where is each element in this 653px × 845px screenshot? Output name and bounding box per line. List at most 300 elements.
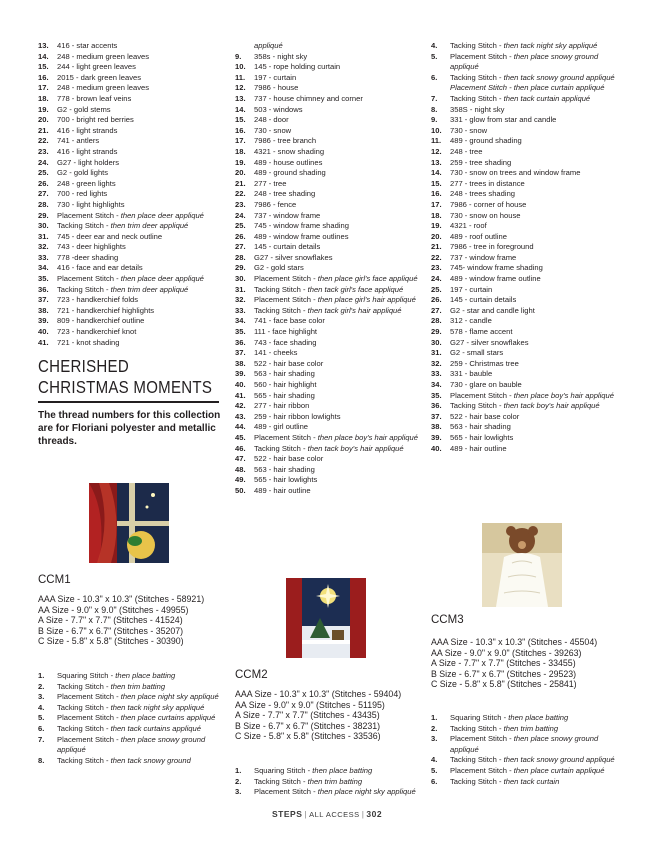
- item-number: 39.: [38, 316, 49, 326]
- item-number: 32.: [431, 358, 442, 368]
- item-number: 27.: [235, 242, 246, 252]
- item-text: 416 - star accents: [57, 41, 118, 50]
- item-number: 10.: [431, 125, 442, 135]
- item-number: 1.: [38, 671, 45, 680]
- item-number: 11.: [235, 72, 246, 82]
- item-text: 723 - handkerchief folds: [57, 295, 139, 305]
- item-number: 46.: [235, 443, 246, 453]
- item-number: 19.: [431, 221, 442, 231]
- size-line: A Size - 7.7" x 7.7" (Stitches - 43435): [235, 710, 380, 720]
- item-number: 20.: [235, 168, 246, 178]
- item-number: 49.: [235, 475, 246, 485]
- item-text: 737 - window frame: [450, 252, 517, 262]
- list-item: [235, 486, 420, 497]
- item-text: 248 - medium green leaves: [57, 83, 150, 93]
- item-number: 25.: [431, 284, 442, 294]
- list-item: [38, 200, 218, 211]
- item-number: 3.: [38, 692, 45, 702]
- item-text: 248 - medium green leaves: [57, 51, 150, 61]
- item-number: 38.: [431, 422, 442, 432]
- item-number: 3.: [235, 787, 242, 797]
- list-item: [431, 295, 616, 306]
- collection-title: [38, 356, 212, 398]
- item-text: 244 - light green leaves: [57, 62, 136, 72]
- item-number: 18.: [38, 93, 49, 103]
- list-item: [38, 168, 218, 179]
- list-item: [431, 433, 616, 444]
- item-text: 248 - tree shading: [254, 189, 316, 199]
- item-number: 48.: [235, 464, 246, 474]
- list-item: [431, 274, 616, 285]
- item-text: 489 - window frame outline: [450, 274, 541, 284]
- item-text: Tacking Stitch - then tack snowy ground appliqué Placement Stitch - then place curtain appliqué: [450, 72, 615, 93]
- item-number: 34.: [431, 380, 442, 389]
- item-number: 15.: [38, 62, 49, 72]
- list-item: [38, 94, 218, 105]
- item-text: 145 - curtain details: [450, 295, 517, 305]
- list-item: [235, 115, 420, 126]
- item-number: 34.: [38, 263, 49, 273]
- footer-brand: STEPS: [272, 809, 303, 819]
- item-text: 416 - light strands: [57, 146, 118, 156]
- item-text: 730 - snow: [450, 125, 488, 135]
- list-item: [38, 41, 218, 52]
- item-number: 6.: [431, 72, 438, 82]
- list-item: [235, 126, 420, 137]
- list-item: [235, 211, 420, 222]
- list-item: [38, 52, 218, 63]
- ccm3-steps: [431, 713, 616, 787]
- item-number: 3.: [431, 734, 438, 744]
- item-text: 503 - windows: [254, 104, 303, 114]
- item-text: 111 - face highlight: [254, 327, 318, 337]
- list-item: [235, 168, 420, 179]
- item-text: 489 - window frame outlines: [254, 231, 349, 241]
- item-text: 259 - hair ribbon lowlights: [254, 411, 341, 421]
- item-text: Tacking Stitch - then tack curtain: [450, 776, 560, 786]
- item-text: 730 - light highlights: [57, 199, 125, 209]
- list-item: [431, 211, 616, 222]
- list-item: [235, 221, 420, 232]
- item-number: 18.: [431, 210, 442, 220]
- item-number: 40.: [38, 327, 49, 337]
- item-text: 7986 - corner of house: [450, 199, 527, 209]
- item-text: 248 - green lights: [57, 178, 116, 188]
- list-item: [431, 713, 616, 724]
- item-text: 489 - hair outline: [254, 485, 311, 495]
- list-item: [235, 274, 420, 285]
- item-number: 24.: [235, 210, 246, 220]
- list-item: [38, 126, 218, 137]
- size-line: AAA Size - 10.3" x 10.3" (Stitches - 59404): [235, 689, 402, 699]
- item-number: 29.: [38, 210, 49, 220]
- item-number: 34.: [235, 316, 246, 326]
- list-item: [431, 189, 616, 200]
- item-number: 11.: [431, 136, 442, 146]
- item-number: 16.: [38, 72, 49, 82]
- item-number: 42.: [235, 401, 246, 411]
- list-item: [235, 105, 420, 116]
- item-text: Tacking Stitch - then trim batting: [450, 723, 559, 733]
- list-item: [235, 179, 420, 190]
- item-number: 16.: [235, 125, 246, 135]
- list-item: [431, 444, 616, 455]
- list-item: [38, 136, 218, 147]
- item-number: 10.: [235, 62, 246, 72]
- list-item: [431, 348, 616, 359]
- item-text: 778 -deer shading: [57, 252, 119, 262]
- item-number: 40.: [235, 380, 246, 389]
- item-text: 277 - hair ribbon: [254, 401, 310, 411]
- list-item: [431, 755, 616, 766]
- ccm3-thumbnail: [482, 523, 562, 607]
- list-item: [235, 444, 420, 455]
- item-number: 6.: [38, 723, 45, 733]
- item-text: 522 - hair base color: [254, 358, 324, 368]
- item-text: 416 - light strands: [57, 125, 118, 135]
- list-item: [431, 253, 616, 264]
- size-line: B Size - 6.7" x 6.7" (Stitches - 38231): [235, 720, 381, 731]
- list-item: [431, 179, 616, 190]
- item-number: 23.: [38, 146, 49, 156]
- item-number: 8.: [431, 104, 438, 114]
- item-text: Placement Stitch - then place snowy ground appliqué: [57, 734, 206, 755]
- item-number: 26.: [431, 295, 442, 305]
- list-item: [431, 52, 616, 73]
- item-text: 277 - tree: [254, 178, 287, 188]
- item-text: 4321 - snow shading: [254, 146, 325, 156]
- column-1-thread-list: [38, 41, 218, 348]
- list-item: [431, 105, 616, 116]
- item-number: 4.: [38, 702, 45, 712]
- list-item: [235, 412, 420, 423]
- item-text: 197 - curtain: [450, 284, 493, 294]
- list-item: [38, 692, 223, 703]
- item-text: 259 - tree shading: [450, 157, 512, 167]
- item-text: Tacking Stitch - then trim batting: [57, 681, 166, 691]
- item-number: 16.: [431, 189, 442, 199]
- item-text: 331 - bauble: [450, 369, 493, 379]
- item-number: 32.: [38, 242, 49, 252]
- item-text: G2 - small stars: [450, 348, 504, 358]
- list-item: [431, 369, 616, 380]
- item-text: 745- window frame shading: [450, 263, 543, 273]
- collection-description: The thread numbers for this collection are for Floriani polyester and metallic threads.: [38, 410, 221, 447]
- list-item: [235, 295, 420, 306]
- item-number: 22.: [235, 189, 246, 199]
- list-item: [431, 263, 616, 274]
- item-text: 331 - glow from star and candle: [450, 115, 557, 125]
- size-line: C Size - 5.8" x 5.8" (Stitches - 33536): [235, 731, 381, 741]
- list-item: [431, 766, 616, 777]
- list-item: [235, 147, 420, 158]
- item-number: 50.: [235, 485, 246, 495]
- item-number: 19.: [38, 104, 49, 114]
- item-number: 13.: [431, 157, 442, 167]
- item-text: Tacking Stitch - then tack night sky appliqué: [450, 41, 598, 50]
- list-item: [235, 189, 420, 200]
- item-text: 741 - antlers: [57, 136, 100, 146]
- item-text: 248 - door: [254, 115, 289, 125]
- list-item: [38, 62, 218, 73]
- list-item: [38, 703, 223, 714]
- size-line: AAA Size - 10.3" x 10.3" (Stitches - 45504): [431, 637, 598, 647]
- list-item: [235, 401, 420, 412]
- item-number: 14.: [431, 168, 442, 178]
- item-text: 197 - curtain: [254, 72, 297, 82]
- item-text: Placement Stitch - then place deer appliqué: [57, 210, 204, 220]
- list-item: [235, 52, 420, 63]
- list-item: [235, 200, 420, 211]
- item-text: 312 - candle: [450, 316, 492, 326]
- item-text: G2 - star and candle light: [450, 305, 535, 315]
- item-number: 15.: [235, 115, 246, 125]
- list-item: [431, 73, 616, 94]
- item-text: Placement Stitch - then place curtain appliqué: [450, 765, 605, 775]
- item-text: 145 - rope holding curtain: [254, 62, 341, 72]
- list-item: [38, 83, 218, 94]
- list-item: [38, 73, 218, 84]
- size-line: AAA Size - 10.3" x 10.3" (Stitches - 58921): [38, 594, 205, 604]
- list-item: [235, 338, 420, 349]
- item-number: 36.: [235, 337, 246, 347]
- list-item: [235, 232, 420, 243]
- list-item: [235, 454, 420, 465]
- item-number: 24.: [431, 274, 442, 284]
- list-item: [431, 412, 616, 423]
- item-text: 743 - deer highlights: [57, 242, 126, 252]
- item-number: 21.: [235, 178, 246, 188]
- item-text: Placement Stitch - then place boy's hair appliqué: [450, 390, 614, 400]
- item-number: 33.: [235, 305, 246, 315]
- list-item: [431, 41, 616, 52]
- list-item: [235, 777, 420, 788]
- item-text: 560 - hair highlight: [254, 380, 317, 389]
- item-number: 15.: [431, 178, 442, 188]
- list-item: [431, 327, 616, 338]
- item-text: 565 - hair shading: [254, 390, 315, 400]
- item-text: 809 - handkerchief outline: [57, 316, 145, 326]
- list-item: [431, 724, 616, 735]
- item-number: 17.: [431, 199, 442, 209]
- item-number: 9.: [431, 115, 438, 125]
- column-3-thread-list: [431, 41, 616, 454]
- list-item: [38, 211, 218, 222]
- column-2-thread-list: [235, 41, 420, 497]
- item-text: 7986 - fence: [254, 199, 297, 209]
- list-item: [38, 756, 223, 767]
- list-item: [235, 391, 420, 402]
- size-line: B Size - 6.7" x 6.7" (Stitches - 29523): [431, 668, 577, 679]
- item-number: 26.: [235, 231, 246, 241]
- list-item: [38, 115, 218, 126]
- list-item: [431, 338, 616, 349]
- item-text: 565 - hair lowlights: [254, 475, 318, 485]
- list-item: [431, 158, 616, 169]
- item-number: 29.: [431, 327, 442, 337]
- item-text: 737 - house chimney and corner: [254, 93, 363, 103]
- list-item: [38, 327, 218, 338]
- item-number: 35.: [38, 274, 49, 284]
- ccm3-sizes: [431, 637, 616, 690]
- item-text: Placement Stitch - then place curtains appliqué: [57, 713, 216, 723]
- item-text: Placement Stitch - then place night sky appliqué: [57, 692, 219, 702]
- list-item: [38, 724, 223, 735]
- item-text: 743 - face shading: [254, 337, 317, 347]
- list-item: [235, 369, 420, 380]
- page-footer: STEPS | ALL ACCESS | 302: [272, 809, 383, 819]
- item-text: Squaring Stitch - then place batting: [57, 671, 176, 680]
- ccm2-steps: [235, 766, 420, 798]
- item-number: 4.: [431, 755, 438, 765]
- size-line: A Size - 7.7" x 7.7" (Stitches - 41524): [38, 615, 183, 625]
- item-text: 563 - hair shading: [254, 369, 315, 379]
- item-number: 33.: [38, 252, 49, 262]
- item-number: 27.: [431, 305, 442, 315]
- item-number: 9.: [235, 51, 242, 61]
- item-number: 5.: [38, 713, 45, 723]
- item-number: 47.: [235, 454, 246, 464]
- item-text: 7986 - tree branch: [254, 136, 317, 146]
- item-number: 14.: [235, 104, 246, 114]
- list-item: [431, 136, 616, 147]
- item-number: 5.: [431, 51, 438, 61]
- item-number: 22.: [38, 136, 49, 146]
- item-text: 563 - hair shading: [450, 422, 511, 432]
- size-line: AA Size - 9.0" x 9.0" (Stitches - 39263): [431, 647, 582, 658]
- item-number: 2.: [431, 723, 438, 733]
- item-text: 277 - trees in distance: [450, 178, 525, 188]
- item-number: 44.: [235, 422, 246, 432]
- list-item: [38, 274, 218, 285]
- list-item: [38, 306, 218, 317]
- list-item: [38, 735, 223, 756]
- list-item: [38, 232, 218, 243]
- list-item: [431, 232, 616, 243]
- item-number: 31.: [235, 284, 246, 294]
- item-text: 730 - snow: [254, 125, 292, 135]
- item-number: 37.: [38, 295, 49, 305]
- item-number: 37.: [235, 348, 246, 358]
- item-number: 25.: [38, 168, 49, 178]
- list-item: [38, 189, 218, 200]
- list-item: [38, 295, 218, 306]
- item-number: 28.: [235, 252, 246, 262]
- list-item: [235, 422, 420, 433]
- item-text: 565 - hair lowlights: [450, 432, 514, 442]
- item-text: G27 - light holders: [57, 157, 120, 167]
- list-item: [235, 73, 420, 84]
- item-text: 745 - deer ear and neck outline: [57, 231, 163, 241]
- footer-section: ALL ACCESS: [309, 810, 360, 819]
- item-number: 23.: [235, 199, 246, 209]
- item-text: 730 - snow on trees and window frame: [450, 168, 581, 178]
- item-number: 35.: [235, 327, 246, 337]
- item-number: 30.: [235, 274, 246, 284]
- list-item: [38, 221, 218, 232]
- item-text: 489 - hair outline: [450, 443, 507, 453]
- item-text: 489 - girl outline: [254, 422, 309, 432]
- item-number: 33.: [431, 369, 442, 379]
- page-number: 302: [366, 809, 383, 819]
- item-number: 19.: [235, 157, 246, 167]
- list-item: [38, 253, 218, 264]
- list-item: [235, 316, 420, 327]
- item-number: 6.: [431, 776, 438, 786]
- list-item: [38, 158, 218, 169]
- item-number: 30.: [431, 337, 442, 347]
- item-number: 14.: [38, 51, 49, 61]
- item-number: 8.: [38, 755, 45, 765]
- list-item: [431, 380, 616, 391]
- list-item: [235, 285, 420, 296]
- item-text: 489 - ground shading: [450, 136, 522, 146]
- ccm1-title: CCM1: [38, 574, 71, 586]
- list-item: [431, 401, 616, 412]
- list-item: [38, 316, 218, 327]
- list-item: [431, 94, 616, 105]
- list-item: [38, 242, 218, 253]
- item-text: Tacking Stitch - then tack boy's hair appliqué: [450, 401, 600, 411]
- item-number: 36.: [38, 284, 49, 294]
- item-text: 489 - ground shading: [254, 168, 326, 178]
- item-text: G2 - gold lights: [57, 168, 109, 178]
- size-line: AA Size - 9.0" x 9.0" (Stitches - 49955): [38, 604, 189, 615]
- item-text: Tacking Stitch - then tack snowy ground: [57, 755, 191, 765]
- item-number: 40.: [431, 443, 442, 453]
- list-item: [38, 105, 218, 116]
- list-item: [235, 253, 420, 264]
- list-item: [38, 338, 218, 349]
- list-item: [431, 126, 616, 137]
- item-number: 32.: [235, 295, 246, 305]
- list-item: [38, 713, 223, 724]
- item-text: 745 - window frame shading: [254, 221, 349, 231]
- size-line: C Size - 5.8" x 5.8" (Stitches - 30390): [38, 636, 184, 646]
- item-text: 730 - snow on house: [450, 210, 521, 220]
- item-number: 20.: [38, 115, 49, 125]
- item-text: 416 - face and ear details: [57, 263, 143, 273]
- item-number: 31.: [431, 348, 442, 358]
- item-text: 700 - red lights: [57, 189, 108, 199]
- item-text: 2015 - dark green leaves: [57, 72, 142, 82]
- list-item: [431, 200, 616, 211]
- item-text: G2 - gold stems: [57, 104, 111, 114]
- item-text: Placement Stitch - then place snowy ground appliqué: [450, 51, 599, 72]
- continued-text: appliqué: [254, 41, 283, 50]
- list-item: [38, 147, 218, 158]
- item-number: 20.: [431, 231, 442, 241]
- list-item: [235, 327, 420, 338]
- item-text: Squaring Stitch - then place batting: [450, 713, 569, 722]
- item-text: G2 - gold stars: [254, 263, 304, 273]
- ccm2-thumbnail: [286, 578, 366, 658]
- item-text: 259 - Christmas tree: [450, 358, 519, 368]
- item-text: 723 - handkerchief knot: [57, 327, 137, 337]
- item-number: 43.: [235, 411, 246, 421]
- list-item: [235, 136, 420, 147]
- list-item: [235, 348, 420, 359]
- list-item: [235, 766, 420, 777]
- list-item: [235, 475, 420, 486]
- item-number: 21.: [38, 125, 49, 135]
- item-number: 21.: [431, 242, 442, 252]
- item-text: Tacking Stitch - then tack night sky appliqué: [57, 702, 205, 712]
- list-item: [235, 359, 420, 370]
- item-number: 24.: [38, 157, 49, 167]
- list-item: [38, 179, 218, 190]
- list-item: [38, 682, 223, 693]
